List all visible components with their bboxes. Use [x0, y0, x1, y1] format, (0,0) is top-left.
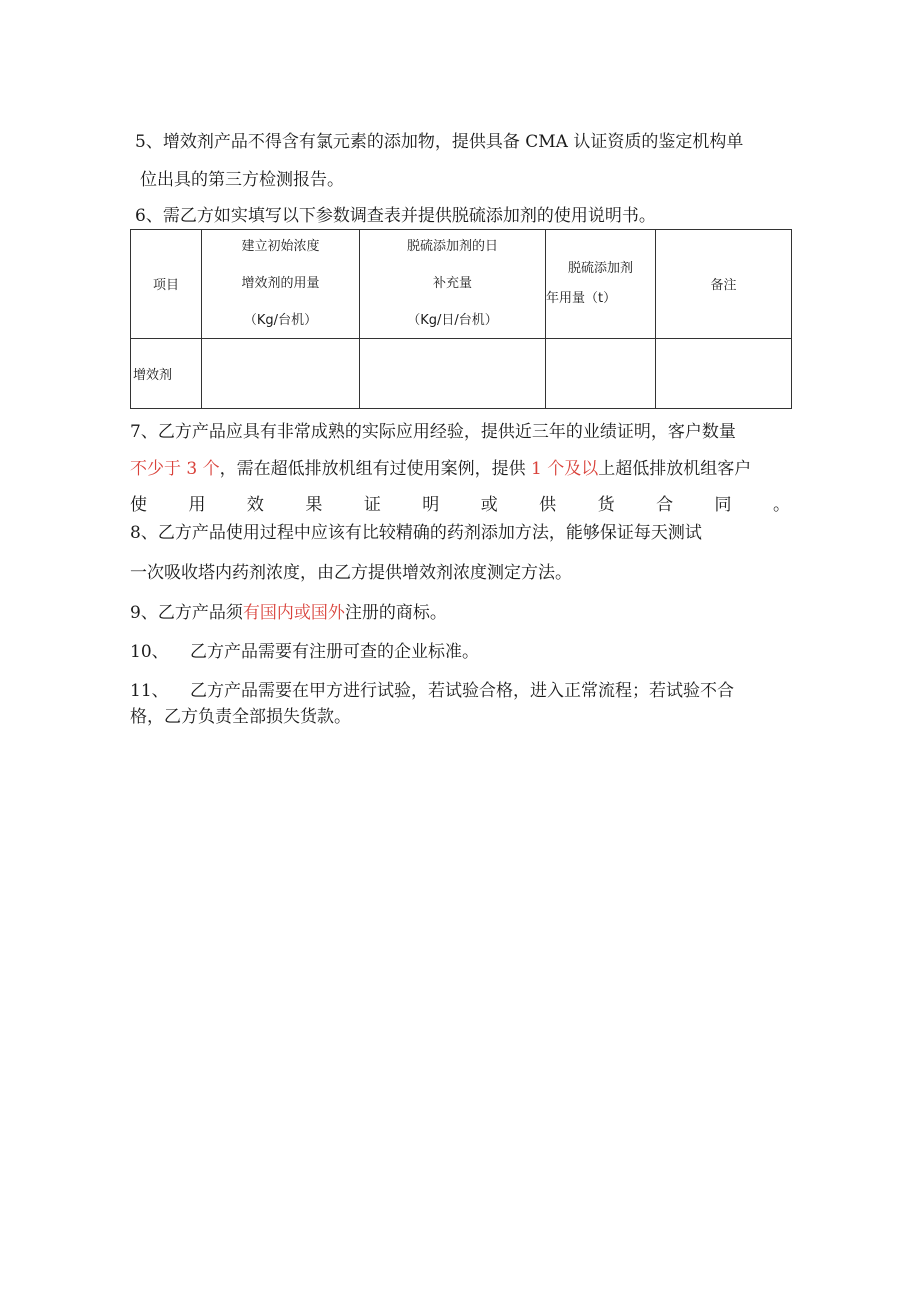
header-daily-replenish-line3: （Kg/日/台机） — [407, 312, 498, 328]
header-daily-replenish-line2: 补充量 — [432, 275, 472, 291]
item11-text1: 乙方产品需要在甲方进行试验，若试验合格，进入正常流程；若试验不合 — [190, 681, 734, 701]
item5-line1: 5、增效剂产品不得含有氯元素的添加物，提供具备 CMA 认证资质的鉴定机构单 — [135, 132, 744, 152]
item7-min-cases: 1 个及以 — [525, 459, 599, 479]
item7-char: 货 — [597, 495, 615, 515]
item6-line1: 6、需乙方如实填写以下参数调查表并提供脱硫添加剂的使用说明书。 — [135, 206, 656, 226]
table-header-row — [131, 230, 792, 339]
item7-line2-mid: ，需在超低排放机组有过使用案例，提供 — [219, 459, 526, 479]
header-remarks — [656, 230, 792, 339]
item7-char: 证 — [363, 495, 381, 515]
cell-initial-dosage — [202, 338, 360, 408]
header-initial-dosage-line3: （Kg/台机） — [243, 312, 318, 328]
item11-text2: 格，乙方负责全部损失货款。 — [130, 707, 351, 727]
header-daily-replenish — [360, 230, 546, 339]
item9-line — [130, 602, 447, 624]
header-initial-dosage — [202, 230, 360, 339]
item10-text: 乙方产品需要有注册可查的企业标准。 — [190, 642, 479, 662]
item7-char: 使 — [130, 495, 147, 515]
header-annual-usage-line1: 脱硫添加剂 — [567, 260, 633, 276]
item7-char: 用 — [188, 495, 206, 515]
header-remarks-label: 备注 — [710, 278, 737, 294]
item7-char: 合 — [656, 495, 674, 515]
header-item — [131, 230, 202, 339]
item7-char: 明 — [422, 495, 440, 515]
item7-char: 。 — [772, 495, 790, 515]
item7-char: 供 — [539, 495, 557, 515]
header-annual-usage — [546, 230, 656, 339]
item9-pre: 9、乙方产品须 — [130, 603, 243, 623]
header-annual-usage-line2: 年用量（t） — [546, 290, 617, 306]
item7-char: 果 — [305, 495, 323, 515]
parameter-survey-table — [130, 229, 792, 409]
item5-line2: 位出具的第三方检测报告。 — [140, 170, 344, 190]
header-item-label: 项目 — [152, 278, 179, 294]
item7-min-clients: 不少于 3 个 — [130, 459, 220, 479]
item7-char: 同 — [714, 495, 732, 515]
item11-number: 11、 — [130, 681, 169, 701]
header-initial-dosage-line1: 建立初始浓度 — [241, 238, 320, 254]
item10-number: 10、 — [130, 642, 169, 662]
item8-line2: 一次吸收塔内药剂浓度，由乙方提供增效剂浓度测定方法。 — [130, 563, 572, 583]
cell-remarks — [656, 338, 792, 408]
item9-post: 注册的商标。 — [344, 603, 447, 623]
cell-annual-usage — [546, 338, 656, 408]
item7-line2-end: 上超低排放机组客户 — [598, 459, 752, 479]
header-daily-replenish-line1: 脱硫添加剂的日 — [406, 238, 498, 254]
item7-line3 — [130, 494, 790, 516]
cell-daily-replenish — [360, 338, 546, 408]
item8-line1: 8、乙方产品使用过程中应该有比较精确的药剂添加方法，能够保证每天测试 — [130, 523, 702, 543]
item9-red: 有国内或国外 — [242, 603, 345, 623]
table-row — [131, 338, 792, 408]
header-initial-dosage-line2: 增效剂的用量 — [241, 275, 320, 291]
item7-line2 — [130, 458, 751, 480]
row-label-synergist: 增效剂 — [131, 338, 202, 408]
item7-char: 或 — [480, 495, 498, 515]
item7-line1: 7、乙方产品应具有非常成熟的实际应用经验，提供近三年的业绩证明，客户数量 — [130, 422, 736, 442]
item7-char: 效 — [246, 495, 264, 515]
